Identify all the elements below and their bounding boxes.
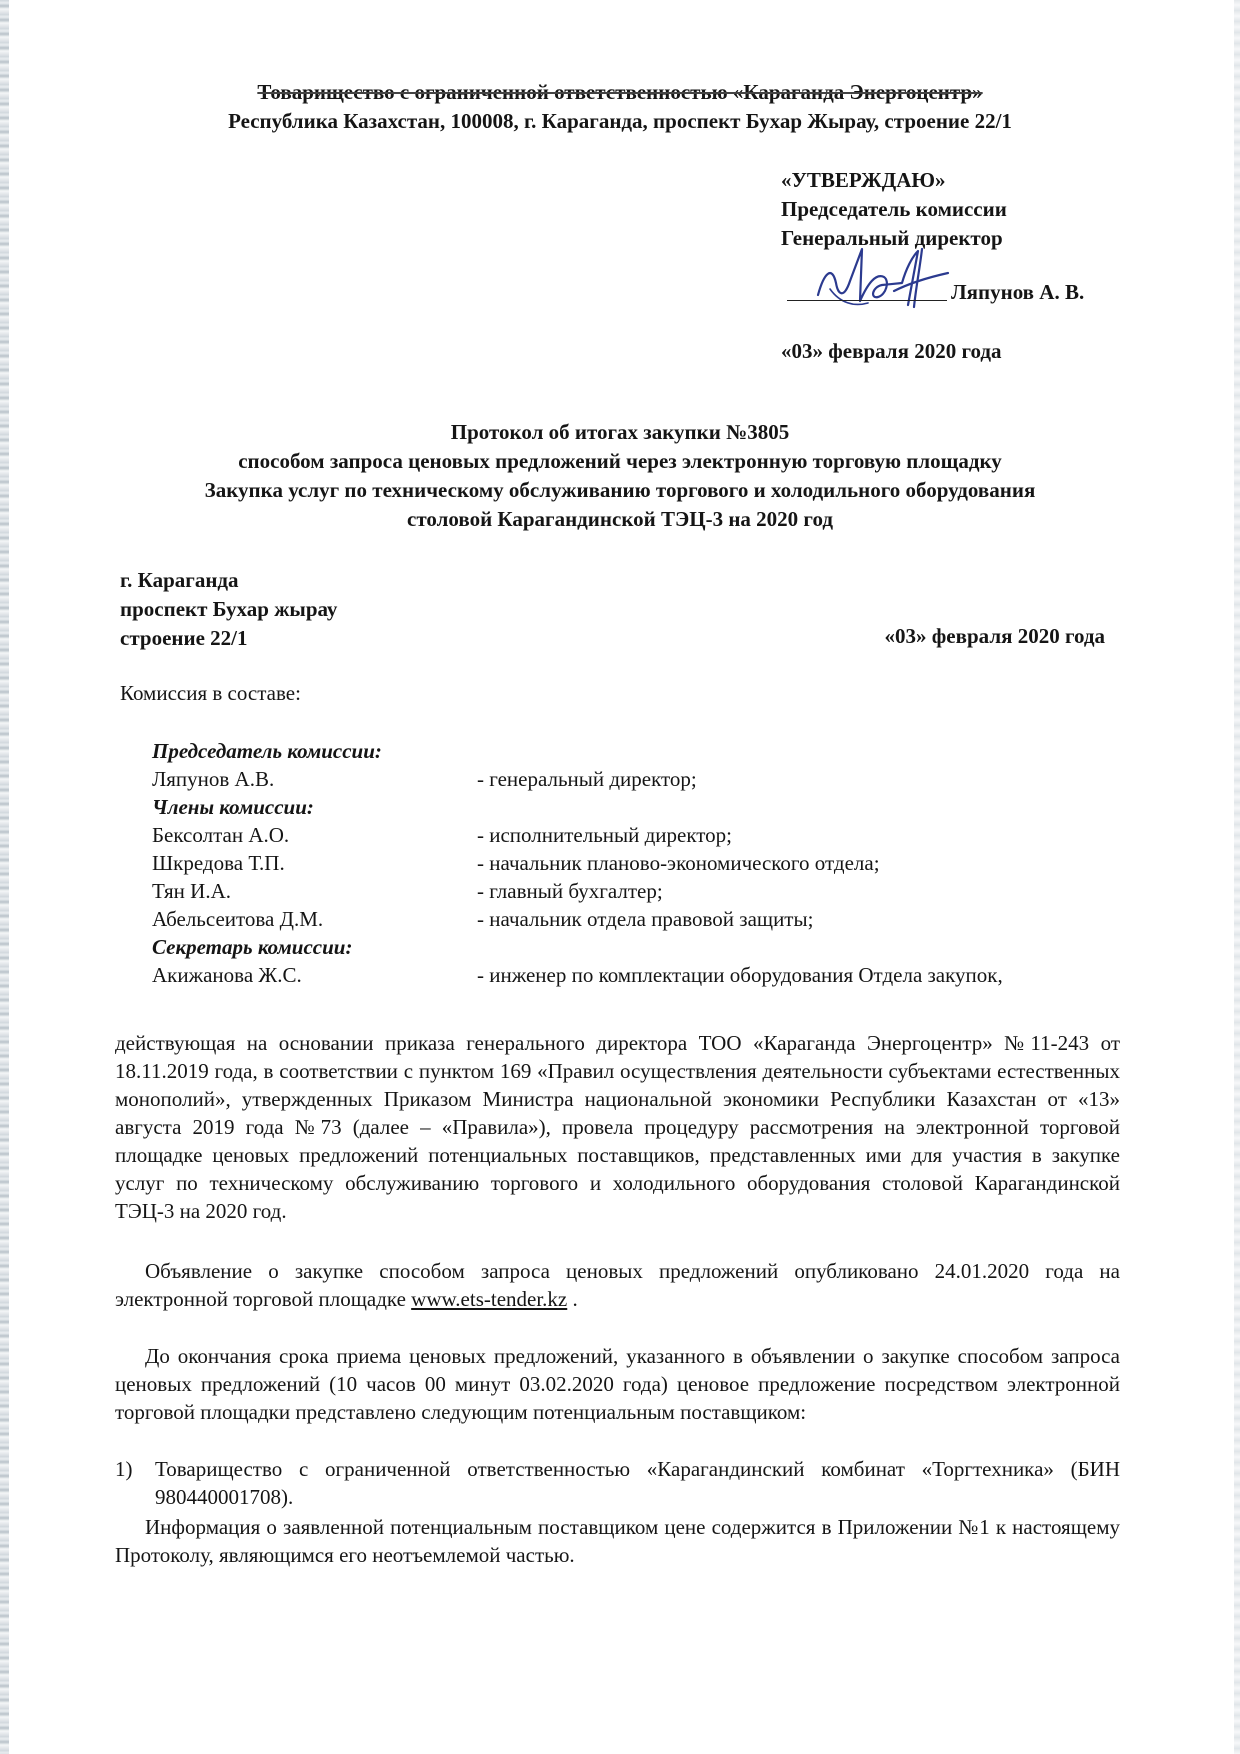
secretary-heading: Секретарь комиссии: — [152, 935, 353, 959]
member-role: - начальник отдела правовой защиты; — [477, 907, 814, 931]
place-building: строение 22/1 — [120, 626, 248, 650]
place-city: г. Караганда — [120, 568, 239, 592]
place-street: проспект Бухар жырау — [120, 597, 338, 621]
chair-heading: Председатель комиссии: — [152, 739, 382, 763]
handwritten-signature — [810, 243, 960, 315]
member-name: Абельсеитова Д.М. — [152, 907, 324, 931]
commission-member-row — [152, 905, 1112, 933]
member-name: Акижанова Ж.С. — [152, 963, 302, 987]
member-name: Ляпунов А.В. — [152, 767, 275, 791]
paragraph-price-info: Информация о заявленной потенциальным поставщиком цене содержится в Приложении №1 к настоящему Протоколу, являющимся его неотъемлемой частью. — [115, 1515, 1120, 1567]
approval-role-director: Генеральный директор — [781, 226, 1003, 250]
announcement-end: . — [567, 1287, 578, 1311]
organization-name: Товарищество с ограниченной ответственностью «Караганда Энергоцентр» — [257, 80, 983, 104]
paragraph-deadline: До окончания срока приема ценовых предложений, указанного в объявлении о закупке способом запроса ценовых предложений (10 часов 00 минут 03.02.2020 года) ценовое предложение посредством электронной торговой площадки представлено следующим потенциальным поставщиком: — [115, 1344, 1120, 1424]
commission-member-row — [152, 961, 1112, 989]
member-role: - начальник планово-экономического отдела; — [477, 851, 880, 875]
approval-block — [781, 166, 1181, 253]
title-line-3: Закупка услуг по техническому обслуживанию торгового и холодильного оборудования — [204, 478, 1036, 502]
approval-heading: «УТВЕРЖДАЮ» — [781, 168, 946, 192]
supplier-name: Товарищество с ограниченной ответственностью «Карагандинский комбинат «Торгтехника» (БИН 980440001708). — [155, 1457, 1120, 1509]
member-role: - главный бухгалтер; — [477, 879, 663, 903]
title-line-1: Протокол об итогах закупки №3805 — [450, 420, 790, 444]
signature-line — [787, 300, 947, 301]
commission-member-row — [152, 877, 1112, 905]
member-role: - инженер по комплектации оборудования Отдела закупок, — [477, 963, 1003, 987]
paragraph-basis: действующая на основании приказа генерального директора ТОО «Караганда Энергоцентр» №11-243 от 18.11.2019 года, в соответствии с пунктом 169 «Правил осуществления деятельности субъектами естественных монополий», утвержденных Приказом Министра национальной экономики Республики Казахстан от «13» августа 2019 года №73 (далее – «Правила»), провела процедуру рассмотрения на электронной торговой площадке ценовых предложений потенциальных поставщиков, представленных ими для участия в закупке услуг по техническому обслуживанию торгового и холодильного оборудования столовой Карагандинской ТЭЦ-3 на 2020 год. — [115, 1031, 1120, 1223]
organization-address: Республика Казахстан, 100008, г. Караганда, проспект Бухар Жырау, строение 22/1 — [228, 109, 1012, 133]
signatory-name: Ляпунов А. В. — [951, 280, 1085, 304]
member-name: Бексолтан А.О. — [152, 823, 290, 847]
supplier-list-item — [115, 1455, 1120, 1511]
member-role: - исполнительный директор; — [477, 823, 733, 847]
member-name: Тян И.А. — [152, 879, 232, 903]
title-line-4: столовой Карагандинской ТЭЦ-3 на 2020 год — [407, 507, 833, 531]
letterhead — [120, 78, 1120, 136]
document-date: «03» февраля 2020 года — [884, 624, 1105, 648]
commission-member-row — [152, 765, 1112, 793]
commission-member-row — [152, 821, 1112, 849]
member-name: Шкредова Т.П. — [152, 851, 285, 875]
commission-intro: Комиссия в составе: — [120, 681, 301, 705]
paragraph-announcement — [115, 1257, 1120, 1313]
protocol-title — [120, 418, 1120, 534]
approval-date: «03» февраля 2020 года — [781, 339, 1002, 363]
commission-member-row — [152, 849, 1112, 877]
commission-list — [152, 737, 1112, 989]
member-role: - генеральный директор; — [477, 767, 697, 791]
members-heading: Члены комиссии: — [152, 795, 314, 819]
approval-role-chair: Председатель комиссии — [781, 197, 1007, 221]
place-block — [120, 566, 337, 653]
list-number: 1) — [115, 1457, 133, 1481]
title-line-2: способом запроса ценовых предложений через электронную торговую площадку — [238, 449, 1002, 473]
announcement-text: Объявление о закупке способом запроса ценовых предложений опубликовано 24.01.2020 года на электронной торговой площадке — [115, 1259, 1120, 1311]
ets-tender-link[interactable]: www.ets-tender.kz — [411, 1287, 568, 1311]
